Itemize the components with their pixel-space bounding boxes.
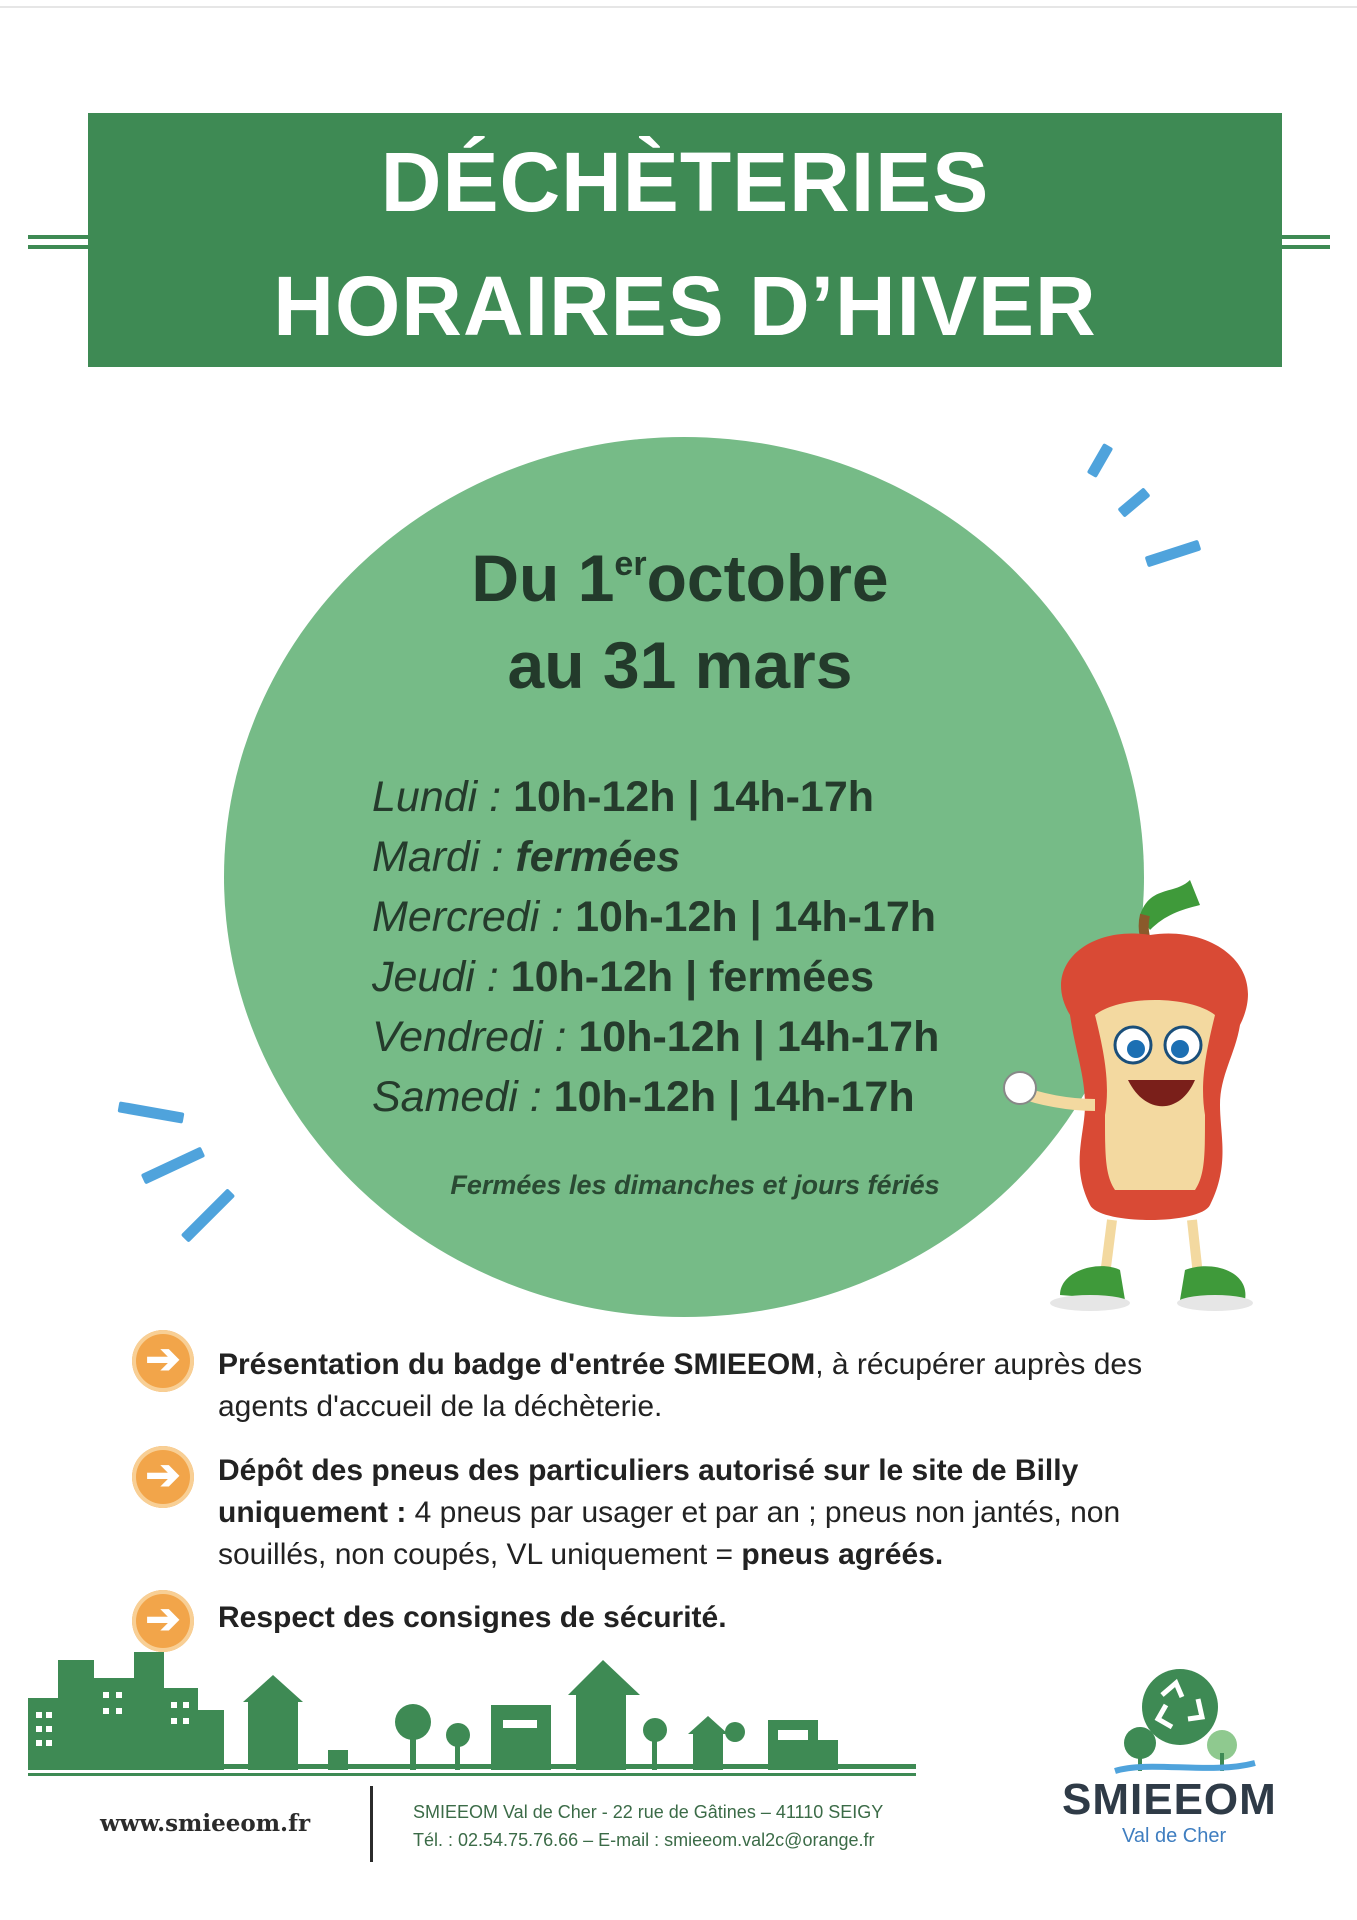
period-line1 [330, 541, 1030, 615]
city-skyline-icon [28, 1620, 918, 1770]
city-baseline [28, 1773, 916, 1776]
logo-wordmark: SMIEEOM [1062, 1775, 1277, 1824]
city-baseline [28, 1764, 916, 1769]
period-month: octobre [646, 541, 889, 615]
schedule-row-mardi [372, 833, 681, 881]
footer-address [413, 1798, 883, 1854]
bullet-bold: Dépôt des pneus des particuliers autorisé sur le site de Billy uniquement : [218, 1454, 1079, 1529]
header-title-line1: DÉCHÈTERIES [380, 135, 990, 229]
bullet-body: , à récupérer auprès des agents d'accueil de la déchèterie. [218, 1348, 1143, 1423]
footer-divider [370, 1786, 373, 1862]
period-line2: au 31 mars [507, 628, 853, 702]
schedule-row-samedi [372, 1073, 915, 1121]
arrow-right-icon: ➔ [132, 1446, 194, 1508]
schedule-day: Lundi : [372, 773, 502, 821]
schedule-day: Samedi : [372, 1073, 542, 1121]
apple-mascot-icon [1000, 875, 1300, 1335]
schedule-row-lundi [372, 773, 875, 821]
ray-mark [1087, 443, 1114, 478]
schedule-row-jeudi [372, 953, 875, 1001]
schedule-hours: fermées [515, 833, 681, 881]
schedule-day: Jeudi : [372, 953, 499, 1001]
footer-website: www.smieeom.fr [100, 1810, 311, 1837]
arrow-right-icon: ➔ [132, 1330, 194, 1392]
footer-address-line1: SMIEEOM Val de Cher - 22 rue de Gâtines – 41110 SEIGY [413, 1802, 884, 1822]
ray-mark [1145, 540, 1202, 568]
period-sup: er [614, 545, 647, 583]
banner-left-line [28, 235, 90, 239]
ray-mark [118, 1101, 185, 1123]
bullet-bold: Respect des consignes de sécurité. [218, 1601, 727, 1634]
schedule-hours: 10h-12h | 14h-17h [513, 773, 875, 821]
bullet-bold-end: pneus agréés. [741, 1538, 944, 1571]
schedule-hours: 10h-12h | 14h-17h [575, 893, 937, 941]
period-prefix: Du 1 [471, 541, 615, 615]
bullet-body: 4 pneus par usager et par an ; pneus non jantés, non souillés, non coupés, VL uniquement = [218, 1496, 1121, 1571]
schedule-hours: 10h-12h | 14h-17h [578, 1013, 940, 1061]
schedule-hours: 10h-12h | 14h-17h [553, 1073, 915, 1121]
banner-right-line [1280, 245, 1330, 249]
bullet-tires [218, 1450, 1218, 1576]
schedule-row-vendredi [372, 1013, 940, 1061]
header-title-line2: HORAIRES D’HIVER [273, 259, 1097, 353]
schedule-hours: 10h-12h | fermées [510, 953, 875, 1001]
ray-mark [141, 1147, 205, 1185]
schedule-row-mercredi [372, 893, 937, 941]
arrow-right-icon: ➔ [132, 1590, 194, 1652]
ray-mark [1117, 487, 1150, 517]
scan-edge-line [0, 6, 1357, 8]
schedule-day: Mercredi : [372, 893, 564, 941]
ray-mark [181, 1188, 235, 1242]
logo-subtitle: Val de Cher [1122, 1825, 1227, 1847]
footer-address-line2: Tél. : 02.54.75.76.66 – E-mail : smieeom.val2c@orange.fr [413, 1830, 875, 1850]
closed-note: Fermées les dimanches et jours fériés [450, 1170, 940, 1200]
schedule-day: Vendredi : [372, 1013, 567, 1061]
banner-right-line [1280, 235, 1330, 239]
banner-left-line [28, 245, 90, 249]
bullet-bold: Présentation du badge d'entrée SMIEEOM [218, 1348, 816, 1381]
bullet-badge [218, 1344, 1218, 1428]
schedule-day: Mardi : [372, 833, 504, 881]
recycle-tree-logo-icon [1110, 1665, 1260, 1775]
